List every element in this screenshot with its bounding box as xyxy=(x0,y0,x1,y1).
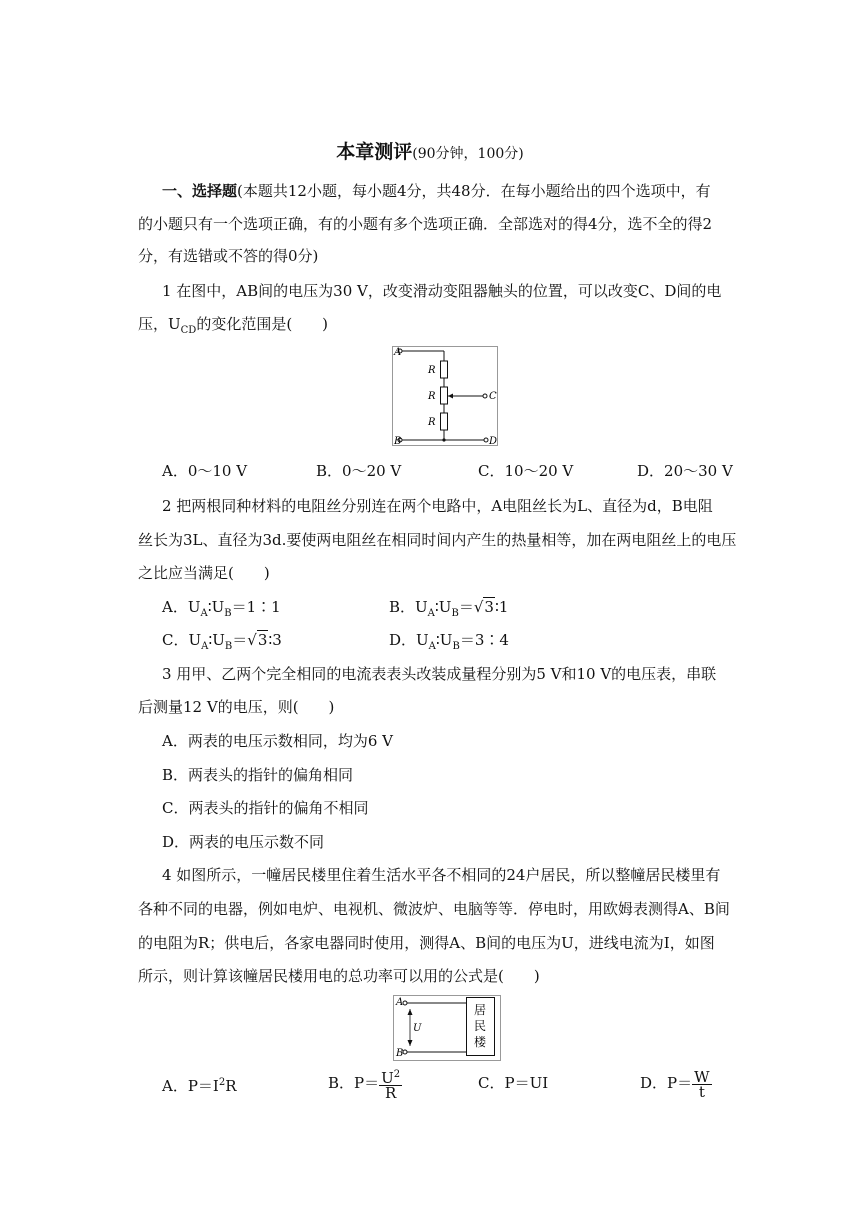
q1-option-a: A．0～10 V xyxy=(162,462,248,480)
q1-line-1: 1 在图中，AB间的电压为30 V，改变滑动变阻器触头的位置，可以改变C、D间的电 xyxy=(162,282,722,300)
section-line-3: 分，有选错或不答的得0分) xyxy=(138,247,319,265)
section-label: 一、选择题 xyxy=(162,182,238,200)
page-title xyxy=(0,140,860,166)
q3-line-1: 3 用甲、乙两个完全相同的电流表表头改装成量程分别为5 V和10 V的电压表，串联 xyxy=(162,665,717,683)
q3-line-2: 后测量12 V的电压，则( ) xyxy=(138,698,335,716)
fraction: $\frac{U^2}{R}$ xyxy=(381,1069,401,1102)
q1-fig-label-d: D xyxy=(489,436,498,446)
q4-fig-label-a: A xyxy=(396,997,404,1008)
q3-option-b: B．两表头的指针的偏角相同 xyxy=(162,766,354,784)
q4-option-b: B．P＝ $\frac{U^2}{R}$ xyxy=(328,1069,401,1102)
q2-option-d: D．$U_A∶U_B=3∶4$ xyxy=(389,631,509,652)
q2-line-2: 丝长为3L、直径为3d.要使两电阻丝在相同时间内产生的热量相等，加在两电阻丝上的电压 xyxy=(138,531,737,549)
fraction: $\frac{W}{t}$ xyxy=(694,1067,710,1101)
q2-option-a: A．$U_A∶U_B=1∶1$ xyxy=(162,598,281,619)
q1-fig-label-r3: R xyxy=(428,417,436,428)
q1-option-d: D．20～30 V xyxy=(637,462,733,480)
q1-line-2: 压，$U_{CD}$的变化范围是( ) xyxy=(138,315,329,336)
q4-line-1: 4 如图所示，一幢居民楼里住着生活水平各不相同的24户居民，所以整幢居民楼里有 xyxy=(162,866,721,884)
q1-option-b: B．0～20 V xyxy=(316,462,402,480)
q4-option-d: D．P＝ $\frac{W}{t}$ xyxy=(640,1067,710,1101)
q1-fig-label-b: B xyxy=(394,436,402,446)
q1-fig-label-a: A xyxy=(394,347,402,358)
q4-option-a: A．$P=I^2R$ xyxy=(162,1077,237,1095)
q3-option-d: D．两表的电压示数不同 xyxy=(162,833,325,851)
q2-line-3: 之比应当满足( ) xyxy=(138,564,270,582)
sqrt-sign: √ xyxy=(473,598,484,616)
q1-fig-label-r1: R xyxy=(428,365,436,376)
q4-fig-label-u: U xyxy=(413,1023,422,1034)
q1-option-c: C．10～20 V xyxy=(478,462,574,480)
q4-fig-label-b: B xyxy=(396,1048,404,1059)
q4-option-c: C．P＝UI xyxy=(478,1074,549,1092)
q4-line-2: 各种不同的电器，例如电炉、电视机、微波炉、电脑等等．停电时，用欧姆表测得A、B间 xyxy=(138,900,730,918)
q2-line-1: 2 把两根同种材料的电阻丝分别连在两个电路中，A电阻丝长为L、直径为d，B电阻 xyxy=(162,497,713,515)
section-line-1: 一、选择题(本题共12小题，每小题4分，共48分．在每小题给出的四个选项中，有 xyxy=(162,182,711,200)
q4-fig-box-char-3: 楼 xyxy=(474,1035,487,1049)
q4-line-4: 所示，则计算该幢居民楼用电的总功率可以用的公式是( ) xyxy=(138,967,540,985)
sqrt-sign: √ xyxy=(247,631,257,649)
q3-option-c: C．两表头的指针的偏角不相同 xyxy=(162,799,369,817)
q2-option-b: B．$U_A∶U_B=√3∶1$ xyxy=(389,598,509,619)
section-line-2: 的小题只有一个选项正确，有的小题有多个选项正确．全部选对的得4分，选不全的得2 xyxy=(138,215,713,233)
q4-line-3: 的电阻为R；供电后，各家电器同时使用，测得A、B间的电压为U，进线电流为I，如图 xyxy=(138,934,715,952)
q1-fig-label-c: C xyxy=(489,391,497,402)
q1-fig-label-r2: R xyxy=(428,391,436,402)
q3-option-a: A．两表的电压示数相同，均为6 V xyxy=(162,732,393,750)
q2-option-c: C．$U_A∶U_B=√3∶3$ xyxy=(162,631,282,652)
title-main: 本章测评 xyxy=(336,141,413,163)
title-sub: (90分钟，100分) xyxy=(412,146,524,162)
q1-circuit-diagram xyxy=(392,346,498,446)
q4-circuit-diagram xyxy=(393,995,501,1061)
q4-fig-box-char-1: 居 xyxy=(474,1003,487,1017)
q4-fig-box-char-2: 民 xyxy=(474,1019,487,1033)
